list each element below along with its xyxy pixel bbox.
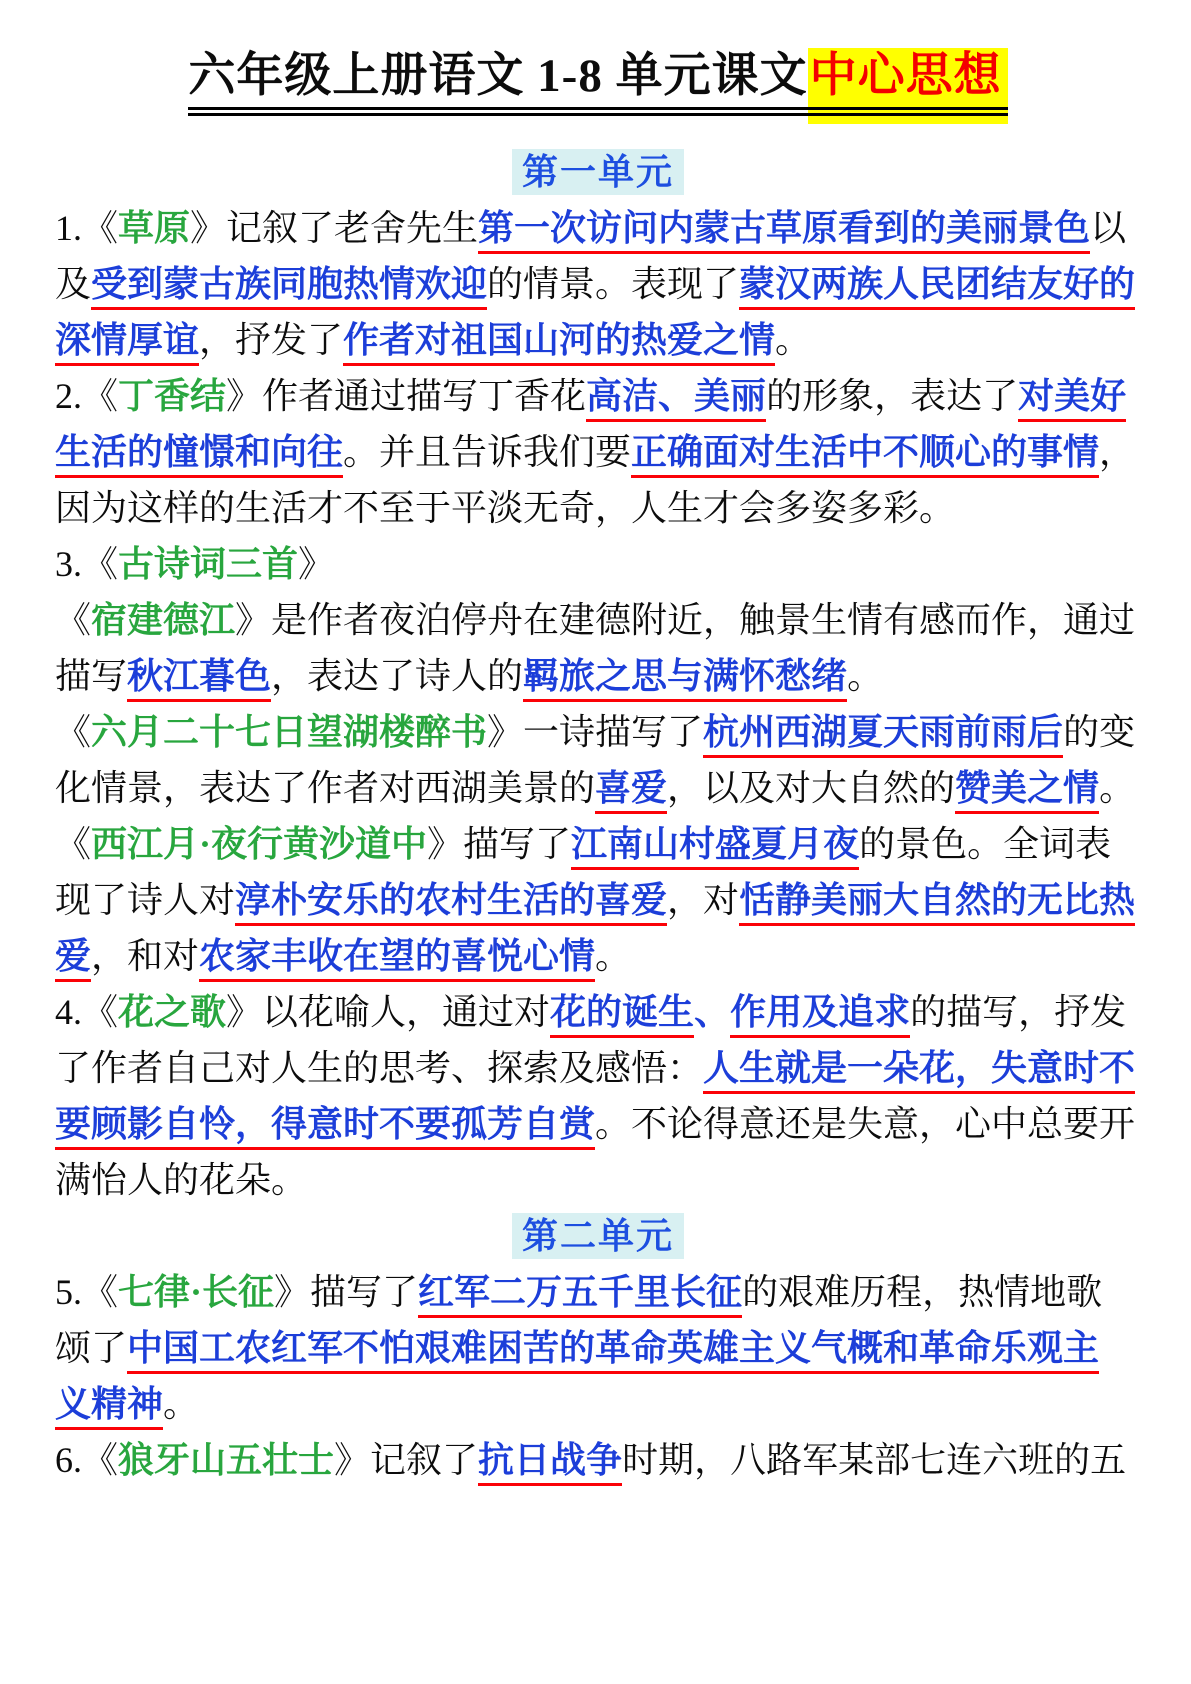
key-phrase: 作者对祖国山河的热爱之情 [343, 320, 775, 366]
text-run: 。 [775, 320, 812, 360]
key-phrase: 农家丰收在望的喜悦心情 [199, 936, 595, 982]
key-phrase: 作用及追求 [730, 992, 910, 1038]
title-main: 六年级上册语文 1-8 单元课文 [188, 50, 808, 102]
text-run: 》是作者夜泊停舟在建德附近，触景生情有感而作，通过 [235, 600, 1136, 640]
text-line [55, 592, 1141, 648]
text-run: ，表达了诗人的 [271, 656, 524, 696]
document-title-text [188, 34, 1007, 118]
text-line [55, 1376, 1141, 1432]
document-title [55, 34, 1141, 138]
text-run: 的艰难历程，热情地歌 [742, 1272, 1103, 1312]
text-line [55, 928, 1141, 984]
text-line [55, 1096, 1141, 1152]
text-run: 时期，八路军某部七连六班的五 [622, 1440, 1127, 1480]
text-run: 化情景，表达了作者对西湖美景的 [55, 768, 596, 808]
key-phrase: 第一次访问内蒙古草原看到的美丽景色 [478, 208, 1090, 254]
text-run: 。不论得意还是失意，心中总要开 [595, 1104, 1136, 1144]
text-run: 《 [55, 712, 92, 752]
text-line [55, 480, 1141, 536]
text-run: ，以及对大自然的 [667, 768, 956, 808]
text-run: 》 [298, 544, 335, 584]
text-run: ，对 [667, 880, 740, 920]
text-run: 》记叙了老舍先生 [190, 208, 479, 248]
text-run: ，抒发了 [199, 320, 344, 360]
key-phrase: 义精神 [55, 1384, 163, 1430]
text-run: 》描写了 [274, 1272, 419, 1312]
text-run: 》记叙了 [334, 1440, 479, 1480]
blue-punctuation: 、 [694, 992, 731, 1032]
text-run: 的形象，表达了 [766, 376, 1019, 416]
key-phrase: 正确面对生活中不顺心的事情 [631, 432, 1099, 478]
text-run: 了作者自己对人生的思考、探索及感悟： [55, 1048, 704, 1088]
book-title: 狼牙山五壮士 [118, 1440, 335, 1480]
text-run: 》作者通过描写丁香花 [226, 376, 587, 416]
text-run: 的描写，抒发 [910, 992, 1127, 1032]
text-run: 2.《 [55, 376, 119, 416]
text-run: ， [1099, 432, 1136, 472]
text-run: 。 [847, 656, 884, 696]
key-phrase: 中国工农红军不怕艰难困苦的革命英雄主义气概和革命乐观主 [127, 1328, 1099, 1374]
text-run: 1.《 [55, 208, 119, 248]
text-run: 描写 [55, 656, 128, 696]
book-title: 七律·长征 [118, 1272, 275, 1312]
key-phrase: 淳朴安乐的农村生活的喜爱 [235, 880, 667, 926]
text-run: 《 [55, 600, 92, 640]
key-phrase: 深情厚谊 [55, 320, 199, 366]
text-line [55, 984, 1141, 1040]
text-run: 以 [1090, 208, 1127, 248]
text-run: 6.《 [55, 1440, 119, 1480]
key-phrase: 羁旅之思与满怀愁绪 [523, 656, 847, 702]
text-run: 及 [55, 264, 92, 304]
text-run: 。 [163, 1384, 200, 1424]
key-phrase: 赞美之情 [955, 768, 1099, 814]
book-title: 六月二十七日望湖楼醉书 [91, 712, 488, 752]
text-run: 因为这样的生活才不至于平淡无奇，人生才会多姿多彩。 [55, 488, 956, 528]
key-phrase: 蒙汉两族人民团结友好的 [739, 264, 1135, 310]
key-phrase: 杭州西湖夏天雨前雨后 [703, 712, 1063, 758]
book-title: 花之歌 [118, 992, 227, 1032]
document-content [55, 144, 1141, 1488]
text-line [55, 424, 1141, 480]
key-phrase: 恬静美丽大自然的无比热 [739, 880, 1135, 926]
book-title: 丁香结 [118, 376, 227, 416]
text-run: 的景色。全词表 [859, 824, 1112, 864]
book-title: 草原 [118, 208, 191, 248]
text-run: 3.《 [55, 544, 119, 584]
key-phrase: 花的诞生 [550, 992, 694, 1038]
text-run: 5.《 [55, 1272, 119, 1312]
text-line [55, 1264, 1141, 1320]
text-line [55, 1320, 1141, 1376]
key-phrase: 人生就是一朵花，失意时不 [703, 1048, 1135, 1094]
key-phrase: 秋江暮色 [127, 656, 271, 702]
text-line [55, 1040, 1141, 1096]
key-phrase: 生活的憧憬和向往 [55, 432, 343, 478]
key-phrase: 喜爱 [595, 768, 667, 814]
text-line [55, 536, 1141, 592]
book-title: 西江月·夜行黄沙道中 [91, 824, 428, 864]
text-line [55, 704, 1141, 760]
key-phrase: 江南山村盛夏月夜 [571, 824, 859, 870]
text-run: 》描写了 [427, 824, 572, 864]
text-run: 。并且告诉我们要 [343, 432, 632, 472]
key-phrase: 高洁、美丽 [586, 376, 766, 422]
text-run: 《 [55, 824, 92, 864]
key-phrase: 受到蒙古族同胞热情欢迎 [91, 264, 487, 310]
book-title: 古诗词三首 [118, 544, 299, 584]
text-line [55, 1152, 1141, 1208]
text-run: 4.《 [55, 992, 119, 1032]
text-line [55, 816, 1141, 872]
text-line [55, 200, 1141, 256]
unit-header-row [55, 1208, 1141, 1264]
text-run: 现了诗人对 [55, 880, 236, 920]
key-phrase: 对美好 [1018, 376, 1126, 422]
text-run: ，和对 [91, 936, 200, 976]
key-phrase: 红军二万五千里长征 [418, 1272, 742, 1318]
text-line [55, 872, 1141, 928]
text-run: 满怡人的花朵。 [55, 1160, 308, 1200]
text-run: 的情景。表现了 [487, 264, 740, 304]
unit-header: 第二单元 [512, 1213, 684, 1259]
text-line [55, 368, 1141, 424]
text-run: 》以花喻人，通过对 [226, 992, 551, 1032]
text-line [55, 256, 1141, 312]
text-run: 颂了 [55, 1328, 128, 1368]
text-run: 。 [1099, 768, 1136, 808]
text-line [55, 760, 1141, 816]
title-highlight: 中心思想 [808, 48, 1008, 124]
text-line [55, 312, 1141, 368]
text-line [55, 648, 1141, 704]
text-run: 》一诗描写了 [487, 712, 704, 752]
book-title: 宿建德江 [91, 600, 236, 640]
unit-header-row [55, 144, 1141, 200]
text-run: 的变 [1063, 712, 1136, 752]
key-phrase: 要顾影自怜，得意时不要孤芳自赏 [55, 1104, 595, 1150]
text-run: 。 [595, 936, 632, 976]
unit-header: 第一单元 [512, 149, 684, 195]
text-line [55, 1432, 1141, 1488]
key-phrase: 抗日战争 [478, 1440, 622, 1486]
key-phrase: 爱 [55, 936, 91, 982]
